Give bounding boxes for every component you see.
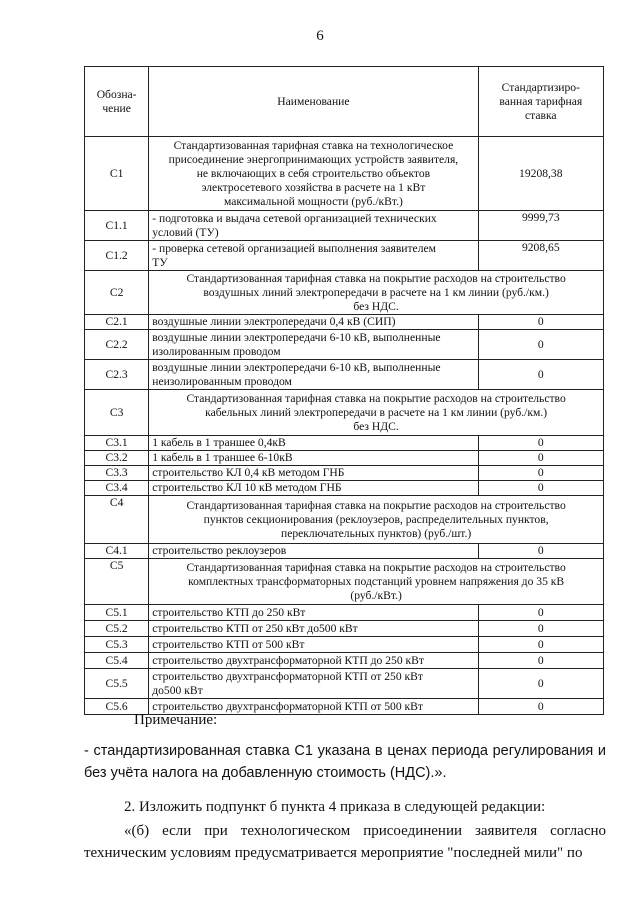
table-row <box>85 669 604 699</box>
row-name: строительство двухтрансформаторной КТП от 250 кВт до500 кВт <box>149 669 478 699</box>
row-name: 1 кабель в 1 траншее 0,4кВ <box>149 436 478 451</box>
row-value: 0 <box>478 637 603 653</box>
row-code: С5.3 <box>85 637 149 653</box>
row-code: С1 <box>85 137 149 211</box>
row-name: воздушные линии электропередачи 6-10 кВ, выполненные неизолированным проводом <box>149 360 478 390</box>
table-row <box>85 360 604 390</box>
header-name: Наименование <box>149 67 478 137</box>
table-row <box>85 466 604 481</box>
table-row <box>85 496 604 544</box>
row-value: 0 <box>478 699 603 715</box>
row-value: 9208,65 <box>478 241 603 271</box>
row-value: 0 <box>478 451 603 466</box>
row-name: воздушные линии электропередачи 6-10 кВ, выполненные изолированным проводом <box>149 330 478 360</box>
row-value: 0 <box>478 653 603 669</box>
row-code: С2.3 <box>85 360 149 390</box>
header-rate: Стандартизиро- ванная тарифная ставка <box>478 67 603 137</box>
row-value: 0 <box>478 360 603 390</box>
row-code: С3 <box>85 390 149 436</box>
row-code: С3.1 <box>85 436 149 451</box>
table-row <box>85 271 604 315</box>
row-name: строительство КТП до 250 кВт <box>149 605 478 621</box>
row-code: С3.3 <box>85 466 149 481</box>
row-name: Стандартизованная тарифная ставка на технологическое присоединение энергопринимающих устройств заявителя, не включающих в себя строительство объектов электросетевого хозяйства в расчете на 1 кВт максимальной мощности (руб./кВт.) <box>149 137 478 211</box>
table-row <box>85 637 604 653</box>
item-2-quote: «(б) если при технологическом присоединении заявителя согласно техническим условиям предусматривается мероприятие "последней мили" по <box>84 823 606 861</box>
table-header-row <box>85 67 604 137</box>
row-value: 9999,73 <box>478 211 603 241</box>
table-row <box>85 137 604 211</box>
row-code: С2 <box>85 271 149 315</box>
row-name: строительство КТП от 500 кВт <box>149 637 478 653</box>
table-row <box>85 436 604 451</box>
row-name: строительство КЛ 0,4 кВ методом ГНБ <box>149 466 478 481</box>
row-name: Стандартизованная тарифная ставка на покрытие расходов на строительство комплектных трансформаторных подстанций уровнем напряжения до 35 кВ (руб./кВт.) <box>149 559 604 605</box>
row-name: - проверка сетевой организацией выполнения заявителем ТУ <box>149 241 478 271</box>
row-code: С5.2 <box>85 621 149 637</box>
row-value: 0 <box>478 436 603 451</box>
row-code: С5.4 <box>85 653 149 669</box>
note-text: - стандартизированная ставка С1 указана в ценах периода регулирования и без учёта налога на добавленную стоимость (НДС).». <box>84 743 606 781</box>
row-value: 0 <box>478 466 603 481</box>
row-value: 0 <box>478 544 603 559</box>
row-name: строительство двухтрансформаторной КТП до 250 кВт <box>149 653 478 669</box>
row-name: Стандартизованная тарифная ставка на покрытие расходов на строительство воздушных линий электропередачи в расчете на 1 км линии (руб./км.) без НДС. <box>149 271 604 315</box>
row-value: 0 <box>478 621 603 637</box>
table-row <box>85 605 604 621</box>
header-code: Обозна- чение <box>85 67 149 137</box>
row-value: 0 <box>478 669 603 699</box>
row-code: С3.4 <box>85 481 149 496</box>
row-value: 0 <box>478 315 603 330</box>
table-row <box>85 211 604 241</box>
row-code: С4 <box>85 496 149 544</box>
row-value: 19208,38 <box>478 137 603 211</box>
table-row <box>85 315 604 330</box>
table-row <box>85 481 604 496</box>
table-row <box>85 559 604 605</box>
tariff-table <box>84 66 604 715</box>
table-row <box>85 390 604 436</box>
row-code: С2.2 <box>85 330 149 360</box>
row-code: С5 <box>85 559 149 605</box>
row-code: С3.2 <box>85 451 149 466</box>
row-code: С4.1 <box>85 544 149 559</box>
note-label: Примечание: <box>134 712 218 728</box>
row-code: С1.2 <box>85 241 149 271</box>
table-row <box>85 621 604 637</box>
row-code: С5.5 <box>85 669 149 699</box>
row-name: воздушные линии электропередачи 0,4 кВ (СИП) <box>149 315 478 330</box>
row-value: 0 <box>478 481 603 496</box>
row-name: - подготовка и выдача сетевой организацией технических условий (ТУ) <box>149 211 478 241</box>
row-code: С5.6 <box>85 699 149 715</box>
row-value: 0 <box>478 605 603 621</box>
row-code: С2.1 <box>85 315 149 330</box>
row-name: строительство КТП от 250 кВт до500 кВт <box>149 621 478 637</box>
row-name: строительство КЛ 10 кВ методом ГНБ <box>149 481 478 496</box>
row-name: 1 кабель в 1 траншее 6-10кВ <box>149 451 478 466</box>
table-row <box>85 451 604 466</box>
table-row <box>85 653 604 669</box>
row-name: Стандартизованная тарифная ставка на покрытие расходов на строительство пунктов секционирования (реклоузеров, распределительных пунктов, переключательных пунктов) (руб./шт.) <box>149 496 604 544</box>
table-row <box>85 544 604 559</box>
row-code: С5.1 <box>85 605 149 621</box>
row-code: С1.1 <box>85 211 149 241</box>
row-value: 0 <box>478 330 603 360</box>
table-row <box>85 330 604 360</box>
page-number: 6 <box>316 28 324 44</box>
table-row <box>85 241 604 271</box>
row-name: строительство двухтрансформаторной КТП от 500 кВт <box>149 699 478 715</box>
row-name: Стандартизованная тарифная ставка на покрытие расходов на строительство кабельных линий электропередачи в расчете на 1 км линии (руб./км.) без НДС. <box>149 390 604 436</box>
row-name: строительство реклоузеров <box>149 544 478 559</box>
item-2-heading: 2. Изложить подпункт б пункта 4 приказа в следующей редакции: <box>124 799 546 815</box>
